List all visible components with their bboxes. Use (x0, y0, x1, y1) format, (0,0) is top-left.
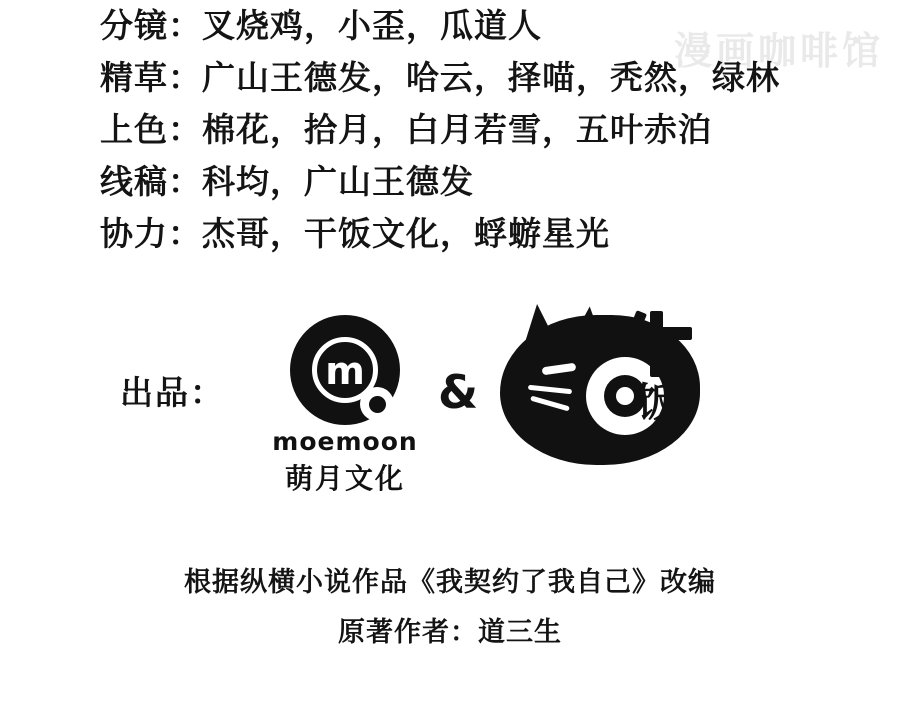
credit-role-label: 上色： (100, 110, 202, 149)
credit-names: 棉花，拾月，白月若雪，五叶赤泊 (202, 110, 712, 149)
ganfan-chinese-name: 饭 (637, 380, 677, 426)
moemoon-latin-name: moemoon (272, 427, 418, 456)
logo-separator: & (438, 365, 479, 419)
moemoon-chinese-name: 萌月文化 (284, 462, 405, 495)
credit-names: 科均，广山王德发 (202, 162, 474, 201)
producer-label: 出品： (120, 373, 225, 412)
cat-ear-left-icon (512, 302, 559, 355)
site-watermark: 漫画咖啡馆 (673, 29, 884, 73)
credit-role-label: 协力： (100, 214, 202, 253)
moemoon-dot-icon (369, 396, 386, 413)
moemoon-glyph: m (325, 349, 365, 393)
cat-ear-right-icon (569, 304, 614, 352)
footnote-adaptation: 根据纵横小说作品《我契约了我自己》改编 (184, 567, 716, 598)
credit-role-label: 线稿： (100, 162, 202, 201)
credit-role-label: 分镜： (100, 6, 202, 45)
footnote-author: 原著作者：道三生 (338, 617, 562, 648)
credit-role-label: 精草： (100, 58, 202, 97)
credit-names: 叉烧鸡，小歪，瓜道人 (202, 6, 542, 45)
ganfan-stroke-icon (650, 311, 663, 377)
ganfan-cat-logo (500, 305, 700, 480)
credit-names: 广山王德发，哈云，择喵，秃然，绿林 (202, 58, 780, 97)
credits-list (100, 0, 900, 260)
credit-names: 杰哥，干饭文化，蜉蝣星光 (202, 214, 610, 253)
producer-row (120, 315, 820, 505)
source-footnote (0, 558, 900, 658)
moemoon-logo (265, 315, 425, 495)
credit-line (100, 156, 900, 208)
credit-line (100, 0, 900, 52)
credit-line (100, 52, 900, 104)
credit-line (100, 208, 900, 260)
credit-line (100, 104, 900, 156)
ganfan-mark (612, 305, 702, 470)
